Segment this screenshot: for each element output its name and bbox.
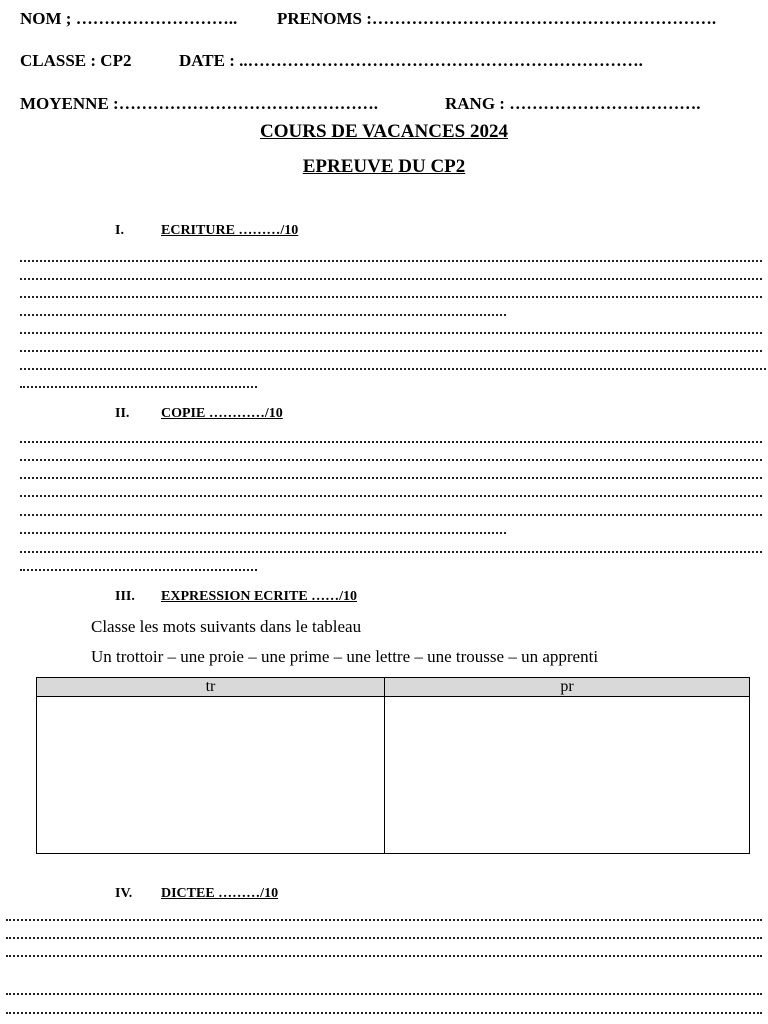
section-2-title: COPIE …………/10 xyxy=(161,406,283,421)
column-header-tr: tr xyxy=(37,678,385,697)
answer-cell-pr[interactable] xyxy=(385,697,750,854)
copy-line[interactable] xyxy=(20,437,762,447)
copy-line[interactable] xyxy=(20,547,762,557)
copy-line[interactable] xyxy=(20,473,762,483)
copy-line[interactable] xyxy=(20,528,506,538)
copy-line[interactable] xyxy=(20,491,762,501)
copy-line[interactable] xyxy=(20,510,762,520)
column-header-pr: pr xyxy=(385,678,750,697)
writing-line[interactable] xyxy=(20,328,762,338)
nom-field: NOM ; ……………………….. xyxy=(20,9,238,28)
instruction-text: Classe les mots suivants dans le tableau xyxy=(91,617,362,636)
date-field: DATE : ..……………………………………………………………. xyxy=(179,51,643,70)
section-3-title: EXPRESSION ECRITE ……/10 xyxy=(161,589,358,604)
writing-line[interactable] xyxy=(20,346,762,356)
section-1-number: I. xyxy=(115,223,124,238)
answer-cell-tr[interactable] xyxy=(37,697,385,854)
copy-line[interactable] xyxy=(20,455,762,465)
exam-title: EPREUVE DU CP2 xyxy=(302,156,466,177)
writing-line[interactable] xyxy=(20,292,762,302)
dictation-line[interactable] xyxy=(6,989,762,999)
section-1-title: ECRITURE ………/10 xyxy=(161,223,299,238)
rang-field: RANG : ……………………………. xyxy=(445,94,701,113)
classification-table xyxy=(36,677,750,854)
course-title: COURS DE VACANCES 2024 xyxy=(260,121,508,142)
writing-line[interactable] xyxy=(20,364,766,374)
section-3-number: III. xyxy=(115,589,135,604)
dictation-line[interactable] xyxy=(6,951,762,961)
writing-line[interactable] xyxy=(20,382,257,392)
moyenne-field: MOYENNE :………………………………………. xyxy=(20,94,378,113)
section-4-title: DICTEE ………/10 xyxy=(161,886,279,901)
writing-line[interactable] xyxy=(20,256,762,266)
prenoms-field: PRENOMS :……………………………………………………. xyxy=(277,9,717,28)
copy-line[interactable] xyxy=(20,565,257,575)
dictation-line[interactable] xyxy=(6,915,762,925)
writing-line[interactable] xyxy=(20,310,506,320)
classe-field: CLASSE : CP2 xyxy=(20,51,132,70)
section-4-number: IV. xyxy=(115,886,133,901)
word-list: Un trottoir – une proie – une prime – une lettre – une trousse – un apprenti xyxy=(91,647,599,666)
writing-line[interactable] xyxy=(20,274,762,284)
dictation-line[interactable] xyxy=(6,1008,762,1018)
dictation-line[interactable] xyxy=(6,933,762,943)
section-2-number: II. xyxy=(115,406,130,421)
